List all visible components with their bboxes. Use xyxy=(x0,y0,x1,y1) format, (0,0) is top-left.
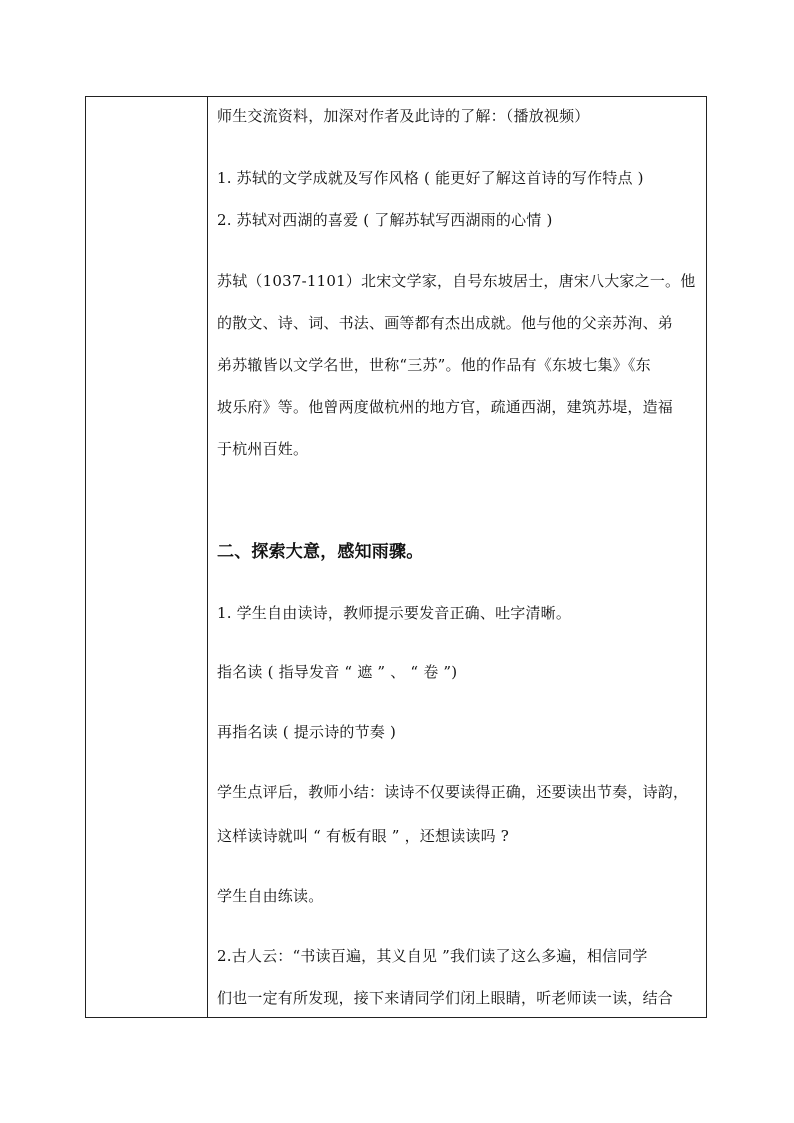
bio-line: 于杭州百姓。 xyxy=(217,440,309,458)
intro-text: 师生交流资料，加深对作者及此诗的了解：（播放视频） xyxy=(217,107,590,125)
bio-line: 坡乐府》等。他曾两度做杭州的地方官，疏通西湖，建筑苏堤，造福 xyxy=(217,398,674,416)
named-read-text: 指名读 ( 指导发音 “ 遮 ” 、 “ 卷 ”) xyxy=(217,663,458,681)
list-item-literary-achievement: 1. 苏轼的文学成就及写作风格 ( 能更好了解这首诗的写作特点 ) xyxy=(217,169,644,187)
named-read-again-text: 再指名读 ( 提示诗的节奏 ) xyxy=(217,723,397,741)
bio-line: 弟苏辙皆以文学名世，世称“三苏”。他的作品有《东坡七集》《东 xyxy=(217,356,651,374)
table-left-column xyxy=(86,97,208,1017)
comment-line: 这样读诗就叫 “ 有板有眼 ” ，还想读读吗 ? xyxy=(217,827,510,845)
step-one-text: 1. 学生自由读诗，教师提示要发音正确、吐字清晰。 xyxy=(217,604,572,622)
list-item-love-of-west-lake: 2. 苏轼对西湖的喜爱 ( 了解苏轼写西湖雨的心情 ) xyxy=(217,211,553,229)
step-two-line: 们也一定有所发现，接下来请同学们闭上眼睛，听老师读一读，结合 xyxy=(217,989,674,1007)
bio-line: 的散文、诗、词、书法、画等都有杰出成就。他与他的父亲苏洵、弟 xyxy=(217,314,674,332)
comment-line: 学生点评后，教师小结：读诗不仅要读得正确，还要读出节奏，诗韵， xyxy=(217,783,689,801)
free-practice-text: 学生自由练读。 xyxy=(217,887,324,905)
step-two-line: 2.古人云：“书读百遍，其义自见 ”我们读了这么多遍，相信同学 xyxy=(217,947,648,965)
lesson-plan-table xyxy=(85,96,707,1018)
section-heading: 二、探索大意，感知雨骤。 xyxy=(217,542,424,562)
bio-line: 苏轼（1037-1101）北宋文学家，自号东坡居士，唐宋八大家之一。他 xyxy=(217,272,696,290)
table-content-cell xyxy=(208,97,706,1017)
